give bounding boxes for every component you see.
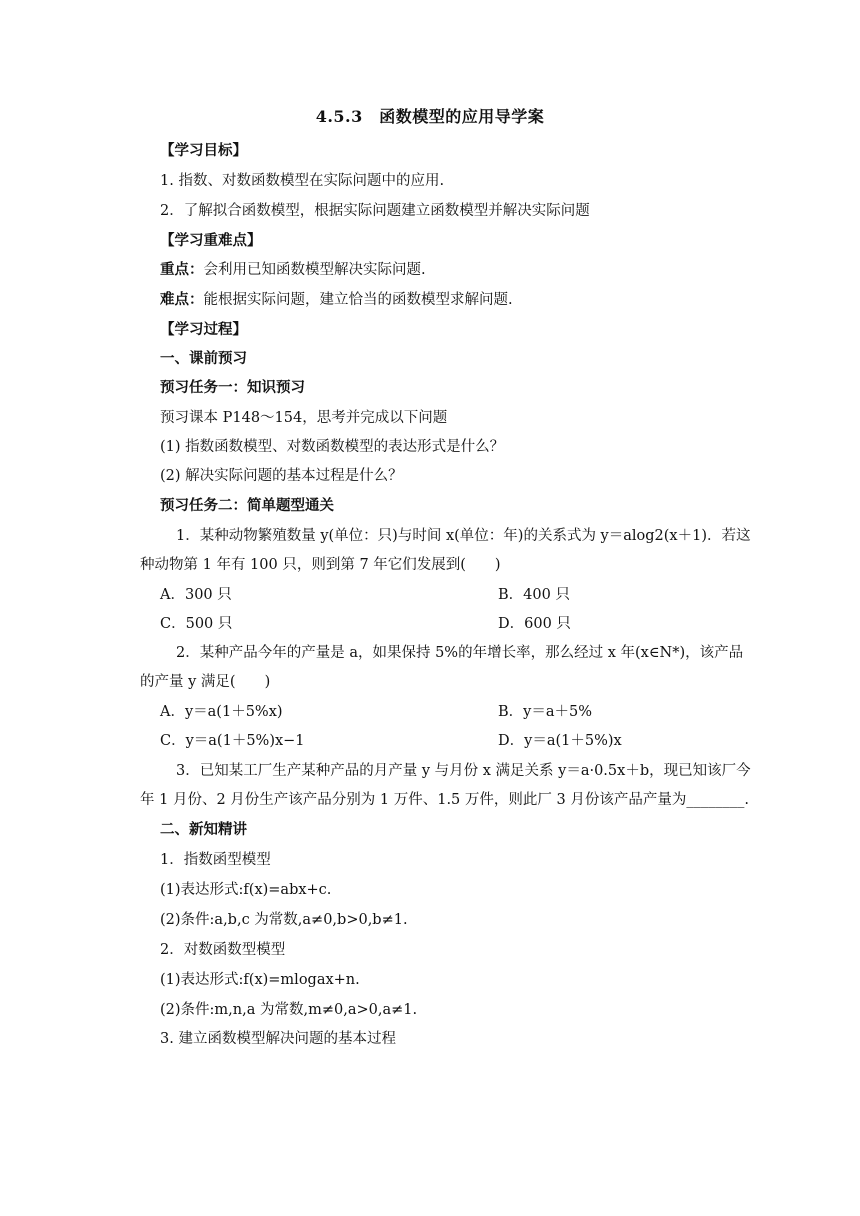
key-point-text: 会利用已知函数模型解决实际问题. — [203, 262, 426, 278]
heading-learning-goals: 【学习目标】 — [160, 142, 247, 159]
section-preview: 一、课前预习 — [160, 350, 247, 367]
problem-2-option-a: A．y＝a(1＋5%x) — [160, 704, 283, 720]
heading-process: 【学习过程】 — [160, 321, 247, 338]
preview-question-1: (1) 指数函数模型、对数函数模型的表达形式是什么？ — [160, 439, 505, 455]
section-new-knowledge: 二、新知精讲 — [160, 821, 247, 838]
difficult-point-label: 难点： — [160, 291, 204, 308]
problem-1-option-d: D．600 只 — [498, 616, 571, 632]
problem-2-option-b: B．y＝a＋5% — [498, 704, 592, 720]
problem-1-option-a: A．300 只 — [160, 587, 232, 603]
problem-2-option-d: D．y＝a(1＋5%)x — [498, 733, 622, 749]
knowledge-2-condition: (2)条件:m,n,a 为常数,m≠0,a>0,a≠1. — [160, 1002, 418, 1018]
preview-question-2: (2) 解决实际问题的基本过程是什么？ — [160, 468, 403, 484]
problem-1-line-1: 1．某种动物繁殖数量 y(单位：只)与时间 x(单位：年)的关系式为 y＝alog2(x＋1)．若这 — [176, 528, 751, 544]
difficult-point-text: 能根据实际问题，建立恰当的函数模型求解问题. — [203, 292, 513, 308]
key-point — [160, 258, 426, 279]
knowledge-3-heading: 3. 建立函数模型解决问题的基本过程 — [160, 1031, 396, 1047]
problem-1-line-2: 种动物第 1 年有 100 只，则到第 7 年它们发展到( ) — [140, 557, 501, 573]
key-point-label: 重点： — [160, 261, 204, 278]
knowledge-2-heading: 2．对数函数型模型 — [160, 942, 286, 958]
task-1-text: 预习课本 P148～154，思考并完成以下问题 — [160, 410, 448, 426]
knowledge-1-heading: 1．指数函型模型 — [160, 852, 271, 868]
problem-1-option-c: C．500 只 — [160, 616, 233, 632]
knowledge-1-form: (1)表达形式:f(x)=abx+c. — [160, 882, 332, 898]
knowledge-2-form: (1)表达形式:f(x)=mlogax+n. — [160, 972, 360, 988]
problem-2-line-2: 的产量 y 满足( ) — [140, 674, 271, 690]
goal-item-1: 1. 指数、对数函数模型在实际问题中的应用. — [160, 173, 445, 189]
knowledge-1-condition: (2)条件:a,b,c 为常数,a≠0,b>0,b≠1. — [160, 912, 408, 928]
problem-3-line-1: 3．已知某工厂生产某种产品的月产量 y 与月份 x 满足关系 y＝a·0.5x＋b，现已知该厂今 — [176, 763, 751, 779]
heading-key-points: 【学习重难点】 — [160, 232, 262, 249]
goal-item-2: 2．了解拟合函数模型，根据实际问题建立函数模型并解决实际问题 — [160, 203, 590, 219]
difficult-point — [160, 288, 513, 309]
problem-2-line-1: 2．某种产品今年的产量是 a，如果保持 5%的年增长率，那么经过 x 年(x∈N*)，该产品 — [176, 645, 744, 661]
problem-1-option-b: B．400 只 — [498, 587, 570, 603]
page-title: 4.5.3 函数模型的应用导学案 — [315, 107, 545, 126]
problem-2-option-c: C．y＝a(1＋5%)x−1 — [160, 733, 305, 749]
task-1-heading: 预习任务一：知识预习 — [160, 379, 305, 396]
task-2-heading: 预习任务二：简单题型通关 — [160, 497, 334, 514]
problem-3-line-2: 年 1 月份、2 月份生产该产品分别为 1 万件、1.5 万件，则此厂 3 月份该产品产量为________. — [140, 792, 749, 808]
